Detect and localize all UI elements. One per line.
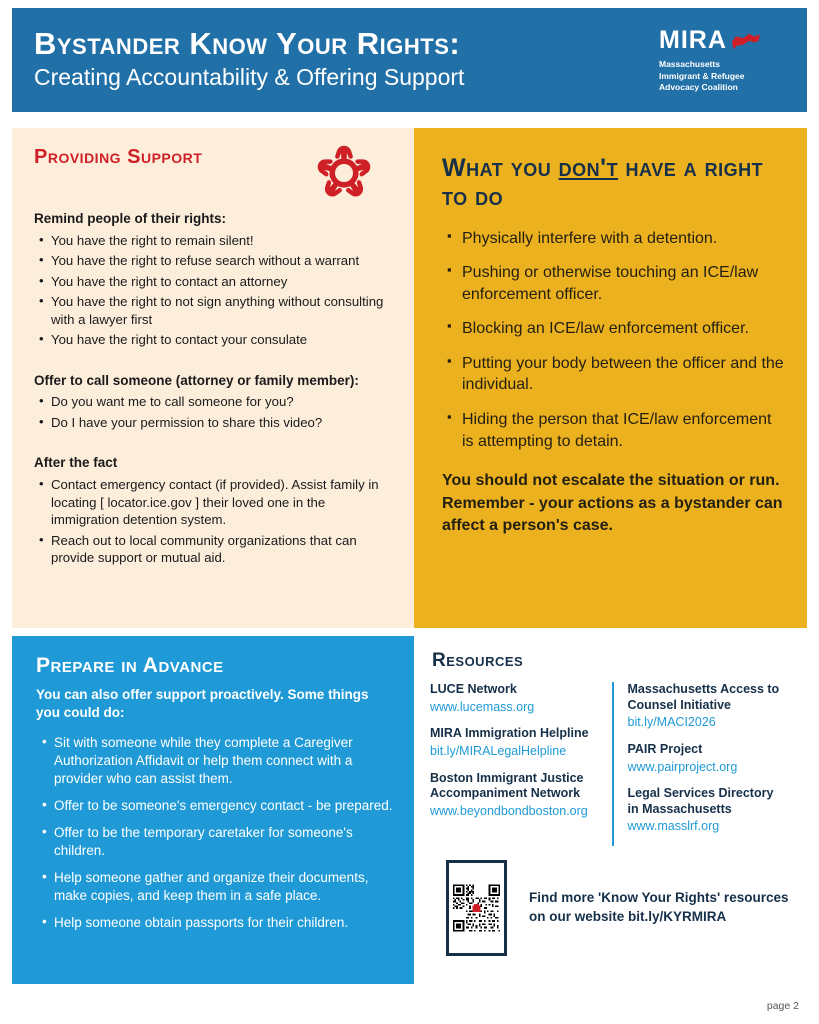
qr-caption: Find more 'Know Your Rights' resources on our website bit.ly/KYRMIRA <box>529 890 789 924</box>
prepare-heading: Prepare in Advance <box>36 654 224 677</box>
list-item: • Help someone gather and organize their documents, make copies, and keep them in a safe place. <box>54 869 394 905</box>
resource-name: Boston Immigrant Justice Accompaniment Network <box>430 770 584 801</box>
list-item: • You have the right to remain silent! <box>51 232 394 250</box>
list-item: • Do I have your permission to share this video? <box>51 414 394 432</box>
list-item: • Offer to be someone's emergency contact - be prepared. <box>54 797 394 815</box>
page-title: Bystander Know Your Rights: <box>34 25 461 61</box>
mira-logo <box>659 26 807 93</box>
resources-heading: Resources <box>432 650 524 671</box>
page-subtitle: Creating Accountability & Offering Support <box>34 64 465 91</box>
page-number: page 2 <box>766 1000 799 1012</box>
escalation-note: You should not escalate the situation or run. Remember - your actions as a bystander can affect a person's case. <box>442 472 783 535</box>
spacer <box>34 352 394 366</box>
list-item: ▪ Putting your body between the officer and the individual. <box>462 353 785 396</box>
resource-link[interactable]: bit.ly/MIRALegalHelpline <box>430 743 567 758</box>
resource-link[interactable]: www.beyondbondboston.org <box>430 803 588 818</box>
list-item: • Do you want me to call someone for you? <box>51 393 394 411</box>
list-item: • Offer to be the temporary caretaker for someone's children. <box>54 824 394 860</box>
resources-left-column <box>430 682 612 846</box>
list-item: • Help someone obtain passports for their children. <box>54 914 394 932</box>
providing-support-heading: Providing Support <box>34 146 203 168</box>
resource-name: Legal Services Directory in Massachusetts <box>627 786 774 816</box>
offer-call-label: Offer to call someone (attorney or family member): <box>34 372 359 388</box>
resource-link[interactable]: www.lucemass.org <box>430 699 535 714</box>
resource-link[interactable]: www.masslrf.org <box>627 819 720 834</box>
no-right-heading-underlined: don't <box>558 154 619 182</box>
logo-wordmark: MIRA <box>659 26 727 55</box>
logo-row <box>659 26 791 55</box>
qr-code-icon <box>453 867 500 949</box>
logo-tagline <box>659 59 791 93</box>
list-item: • You have the right to not sign anything without consulting with a lawyer first <box>51 293 394 328</box>
resource-link[interactable]: bit.ly/MACI2026 <box>627 715 716 730</box>
qr-code[interactable] <box>446 860 507 956</box>
logo-tagline-line1: Massachusetts <box>659 59 720 70</box>
header-text-block <box>12 25 659 92</box>
after-the-fact-label: After the fact <box>34 455 118 471</box>
providing-support-panel <box>12 128 414 628</box>
no-right-heading-part2: have a right to do <box>442 154 764 211</box>
resources-columns <box>430 682 793 846</box>
resources-panel <box>414 636 807 984</box>
page-header <box>12 8 807 112</box>
list-item: ▪ Hiding the person that ICE/law enforcement is attempting to detain. <box>462 409 785 452</box>
prepare-in-advance-panel <box>12 636 414 984</box>
no-right-list <box>442 228 785 453</box>
list-item: ▪ Physically interfere with a detention. <box>462 228 785 250</box>
after-the-fact-list <box>34 476 394 567</box>
resource-name: PAIR Project <box>627 741 703 756</box>
no-right-heading-part1: What you <box>442 154 559 182</box>
list-item: • Reach out to local community organizations that can provide support or mutual aid. <box>51 532 394 567</box>
qr-section <box>430 860 793 956</box>
resource-name: LUCE Network <box>430 682 517 696</box>
logo-tagline-line3: Advocacy Coalition <box>659 82 738 93</box>
list-item: • Sit with someone while they complete a Caregiver Authorization Affidavit or help them connect with a provider who can assist them. <box>54 734 394 788</box>
resource-name: MIRA Immigration Helpline <box>430 726 589 741</box>
list-item: • Contact emergency contact (if provided). Assist family in locating [ locator.ice.gov ] their loved one in the immigration detention system. <box>51 476 394 529</box>
list-item: • You have the right to refuse search without a warrant <box>51 252 394 270</box>
hands-circle-icon <box>310 142 378 204</box>
massachusetts-outline-icon <box>732 30 760 52</box>
list-item: ▪ Blocking an ICE/law enforcement officer. <box>462 318 785 340</box>
providing-support-header-row <box>34 146 394 204</box>
no-right-panel <box>414 128 807 628</box>
resource-name: Massachusetts Access to Counsel Initiative <box>627 682 780 712</box>
logo-tagline-line2: Immigrant & Refugee <box>659 70 745 81</box>
no-right-heading <box>442 154 785 212</box>
spacer <box>34 434 394 448</box>
resource-link[interactable]: www.pairproject.org <box>627 759 738 774</box>
remind-rights-label: Remind people of their rights: <box>34 211 227 226</box>
list-item: ▪ Pushing or otherwise touching an ICE/law enforcement officer. <box>462 262 785 305</box>
resources-right-column <box>612 682 794 846</box>
offer-call-list <box>34 393 394 431</box>
list-item: • You have the right to contact your consulate <box>51 331 394 349</box>
prepare-lead: You can also offer support proactively. Some things you could do: <box>36 687 369 721</box>
list-item: • You have the right to contact an attorney <box>51 273 394 291</box>
prepare-list <box>36 734 394 932</box>
remind-rights-list <box>34 232 394 349</box>
